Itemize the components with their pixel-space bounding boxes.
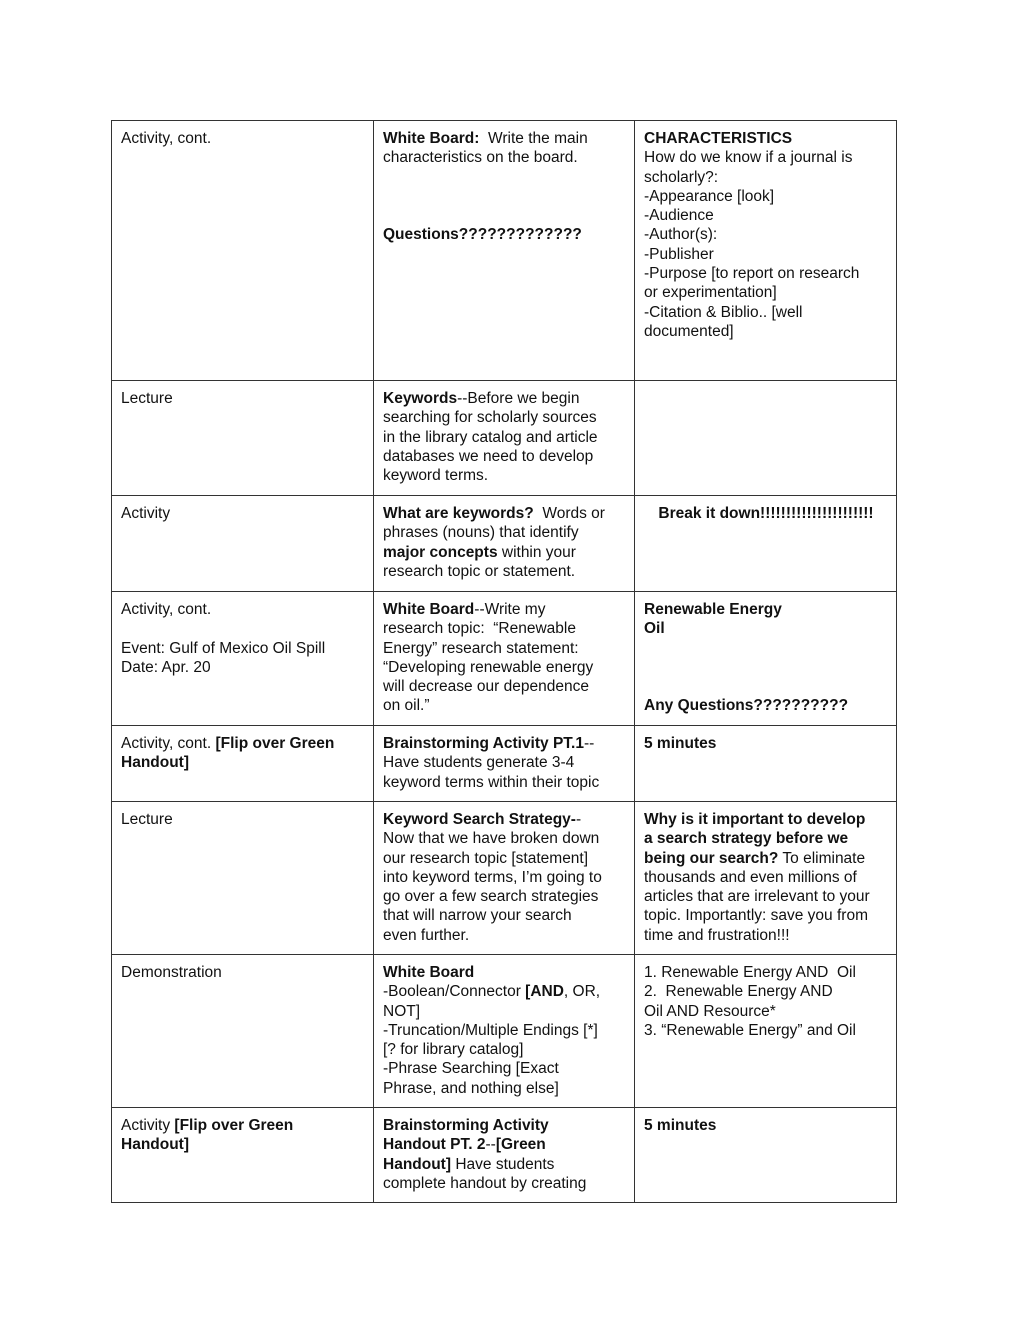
text-run: -Author(s): [644,226,718,244]
text-run: -- [485,1136,496,1154]
bold-text: Break it down!!!!!!!!!!!!!!!!!!!!!! [658,505,874,522]
text-line [644,1021,888,1040]
text-line [383,1002,626,1021]
table-row [112,802,897,955]
bold-text: [Flip over Green [215,735,335,752]
text-line [644,187,888,206]
cell-notes [635,496,897,592]
text-run: keyword terms. [383,467,489,485]
text-run: 3. “Renewable Energy” and Oil [644,1021,856,1039]
text-line [383,562,626,581]
text-line [383,1174,626,1193]
blank-line [644,639,888,658]
text-run: Oil AND Resource* [644,1002,776,1020]
text-run: that will narrow your search [383,907,572,925]
bold-text: Keywords [383,390,458,407]
text-line [383,148,626,167]
table-row [112,1108,897,1203]
cell-activity-type [112,592,374,726]
text-line [644,696,888,715]
text-line [383,408,626,427]
bold-text: Keyword Search Strategy- [383,811,576,828]
text-line [644,868,888,887]
text-line [383,543,626,562]
text-run: Energy” research statement: [383,639,579,657]
text-run: phrases (nouns) that identify [383,524,579,542]
cell-activity-type [112,381,374,496]
text-line [383,773,626,792]
table-row [112,592,897,726]
cell-instruction [374,955,635,1108]
text-run: -Truncation/Multiple Endings [*] [383,1021,598,1039]
text-line [644,982,888,1001]
text-line [383,428,626,447]
bold-text: 5 minutes [644,735,717,752]
blank-line [644,677,888,696]
text-line [644,619,888,638]
bold-text: White Board [383,601,475,618]
text-run: -Boolean/Connector [383,983,526,1001]
text-line [121,389,365,408]
cell-instruction [374,802,635,955]
text-line [644,887,888,906]
bold-text: being our search? [644,849,779,867]
bold-text: [AND [525,983,564,1001]
text-line [383,504,626,523]
text-run: characteristics on the board. [383,149,578,167]
text-line [121,639,365,658]
text-run: Activity [121,1117,175,1134]
cell-activity-type [112,121,374,381]
cell-instruction [374,381,635,496]
table-row [112,726,897,802]
text-line [383,906,626,925]
table-row [112,121,897,381]
bold-text: Oil [644,620,665,638]
text-run: -Phrase Searching [Exact [383,1060,559,1078]
text-run: topic. Importantly: save you from [644,907,868,925]
text-line [383,887,626,906]
text-run: databases we need to develop [383,447,594,465]
text-line [644,734,888,753]
text-line [383,1040,626,1059]
text-line [383,658,626,677]
text-run: Activity, cont. [121,735,216,752]
text-line [121,1116,365,1135]
cell-notes [635,726,897,802]
text-line [383,753,626,772]
text-line [121,129,365,148]
table-row [112,496,897,592]
bold-text: Handout] [383,1155,452,1173]
text-run: - [575,811,582,828]
text-run: research topic or statement. [383,562,576,580]
bold-text: CHARACTERISTICS [644,130,793,147]
text-run: Activity, cont. [121,130,212,147]
cell-instruction [374,592,635,726]
text-line [644,303,888,322]
text-line [121,504,365,523]
table-row [112,955,897,1108]
text-line [644,810,888,829]
text-line [121,1135,365,1154]
text-line [644,322,888,341]
text-line [644,283,888,302]
bold-text: Handout PT. 2 [383,1136,486,1154]
text-line [383,639,626,658]
text-line [383,466,626,485]
text-run: How do we know if a journal is [644,149,853,167]
text-run: complete handout by creating [383,1174,587,1192]
text-line [644,504,888,523]
text-run: scholarly?: [644,168,719,186]
cell-activity-type [112,496,374,592]
cell-notes [635,381,897,496]
text-run: Lecture [121,811,173,828]
bold-text: a search strategy before we [644,830,849,848]
blank-line [121,619,365,638]
bold-text: Handout] [121,1136,190,1154]
cell-notes [635,955,897,1108]
text-run: -Publisher [644,245,714,263]
text-line [644,1002,888,1021]
text-line [121,734,365,753]
text-line [383,1135,626,1154]
bold-text: [Flip over Green [174,1117,294,1134]
text-line [121,810,365,829]
text-line [644,148,888,167]
bold-text: major concepts [383,543,498,561]
bold-text: [Green [495,1136,546,1154]
table-row [112,381,897,496]
blank-line [644,658,888,677]
bold-text: White Board [383,964,475,981]
text-line [644,206,888,225]
text-line [644,600,888,619]
bold-text: 5 minutes [644,1117,717,1134]
text-run: , OR, [563,983,601,1001]
text-line [383,225,626,244]
text-run: in the library catalog and article [383,428,598,446]
blank-line [383,206,626,225]
text-line [383,1059,626,1078]
text-run: keyword terms within their topic [383,773,600,791]
bold-text: White Board: [383,130,480,147]
text-line [383,677,626,696]
text-line [644,926,888,945]
cell-notes [635,802,897,955]
text-line [644,245,888,264]
text-run: “Developing renewable energy [383,658,594,676]
text-run: Activity [121,505,171,522]
cell-instruction [374,121,635,381]
text-line [383,926,626,945]
text-line [383,447,626,466]
cell-instruction [374,496,635,592]
text-run: Date: Apr. 20 [121,658,211,676]
text-run: on oil.” [383,697,430,715]
text-run: time and frustration!!! [644,926,790,944]
text-run: -- [583,735,595,752]
lesson-plan-table [111,120,897,1203]
text-line [644,906,888,925]
text-line [383,868,626,887]
text-run: [? for library catalog] [383,1041,524,1059]
text-run: articles that are irrelevant to your [644,888,870,906]
bold-text: Brainstorming Activity [383,1117,549,1134]
text-line [121,753,365,772]
text-run: 1. Renewable Energy AND Oil [644,964,856,981]
text-line [644,129,888,148]
text-line [383,619,626,638]
text-run: searching for scholarly sources [383,409,597,427]
text-run: into keyword terms, I’m going to [383,868,602,886]
text-run: -Appearance [look] [644,187,775,205]
text-line [644,168,888,187]
bold-text: Why is it important to develop [644,811,866,828]
text-run: research topic: “Renewable [383,620,576,638]
text-run: To eliminate [778,849,866,867]
text-run: Now that we have broken down [383,830,600,848]
cell-activity-type [112,802,374,955]
bold-text: Renewable Energy [644,601,782,618]
blank-line [383,187,626,206]
text-line [644,1116,888,1135]
text-run: -Audience [644,207,714,225]
text-line [383,810,626,829]
bold-text: Any Questions?????????? [644,697,849,715]
text-line [121,658,365,677]
text-line [121,600,365,619]
text-run: Event: Gulf of Mexico Oil Spill [121,639,326,657]
cell-activity-type [112,955,374,1108]
text-line [644,225,888,244]
blank-line [383,168,626,187]
text-line [383,1021,626,1040]
cell-instruction [374,1108,635,1203]
cell-notes [635,592,897,726]
text-run: go over a few search strategies [383,888,599,906]
text-run: -Purpose [to report on research [644,265,860,283]
text-line [383,129,626,148]
text-run: Have students [451,1155,555,1173]
text-run: Activity, cont. [121,601,212,618]
text-line [644,829,888,848]
text-run: Phrase, and nothing else] [383,1079,559,1097]
text-line [383,982,626,1001]
text-run: even further. [383,926,470,944]
text-line [383,963,626,982]
text-run: thousands and even millions of [644,868,857,886]
text-line [383,734,626,753]
text-run: Lecture [121,390,173,407]
cell-notes [635,121,897,381]
text-run: Demonstration [121,964,222,981]
text-run: Words or [533,505,605,522]
text-line [383,829,626,848]
bold-text: Brainstorming Activity PT.1 [383,735,584,752]
text-run: Write the main [479,130,588,147]
text-line [644,264,888,283]
text-run: --Write my [474,601,546,618]
text-line [383,696,626,715]
text-line [644,849,888,868]
text-run: documented] [644,322,734,340]
text-line [383,389,626,408]
bold-text: What are keywords? [383,505,534,522]
cell-instruction [374,726,635,802]
text-line [121,963,365,982]
text-line [383,1116,626,1135]
text-line [383,849,626,868]
text-run: Have students generate 3-4 [383,754,575,772]
text-run: -Citation & Biblio.. [well [644,303,803,321]
cell-activity-type [112,1108,374,1203]
text-line [383,1079,626,1098]
cell-notes [635,1108,897,1203]
text-run: our research topic [statement] [383,849,589,867]
text-run: within your [497,543,576,561]
text-line [383,600,626,619]
text-line [383,523,626,542]
bold-text: Questions????????????? [383,226,582,244]
text-line [383,1155,626,1174]
text-run: --Before we begin [457,390,580,407]
bold-text: Handout] [121,754,190,772]
cell-activity-type [112,726,374,802]
text-run: will decrease our dependence [383,678,589,696]
text-run: 2. Renewable Energy AND [644,983,833,1001]
text-line [644,963,888,982]
text-run: or experimentation] [644,284,777,302]
text-run: NOT] [383,1002,421,1020]
